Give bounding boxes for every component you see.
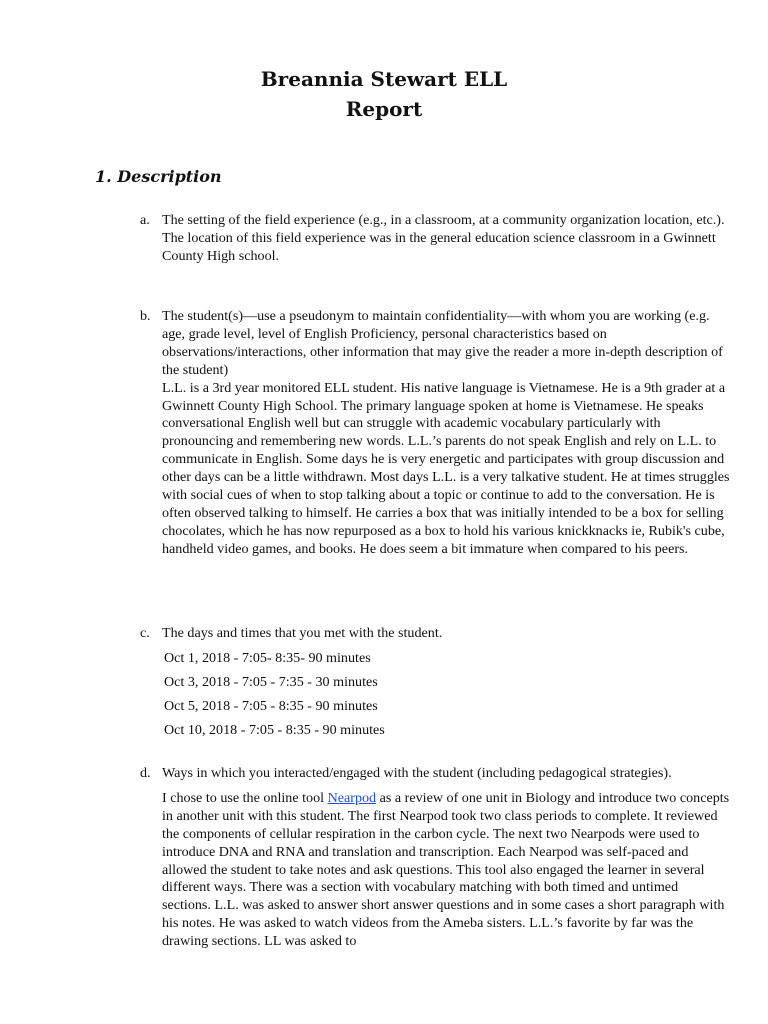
meeting-date: Oct 10, 2018 - 7:05 - 8:35 - 90 minutes [164,722,385,738]
list-marker: c. [140,625,150,641]
list-item-a [140,212,730,266]
item-d-answer [162,790,730,951]
list-marker: b. [140,308,151,324]
answer-text-rest: as a review of one unit in Biology and introduce two concepts in another unit with this student. The first Nearpod took two class periods to complete. It reviewed the components of cellular respiration in the carbon cycle. The next two Nearpods were used to introduce DNA and RNA and translation and transcription. Each Nearpod was self-paced and allowed the student to take notes and ask questions. This tool also engaged the learner in several different ways. There was a section with vocabulary matching with both timed and untimed sections. L.L. was asked to answer short answer questions and in some cases a short paragraph with his notes. He was asked to watch videos from the Ameba sisters. L.L.’s favorite by far was the drawing sections. LL was asked to [162,789,730,950]
title-line-1: Breannia Stewart ELL [260,67,508,91]
nearpod-link[interactable]: Nearpod [327,789,377,806]
item-a-prompt: The setting of the field experience (e.g., in a classroom, at a community organization location, etc.). [162,212,725,228]
answer-text-start: I chose to use the online tool [162,789,328,806]
item-b-prompt: The student(s)—use a pseudonym to maintain confidentiality—with whom you are working (e.g. age, grade level, level of English Proficiency, personal characteristics based on observations/interactions, other information that may give the reader a more in-depth description of the student) [162,308,723,378]
meeting-dates-list [164,646,385,742]
list-item-c [140,625,730,643]
meeting-date: Oct 5, 2018 - 7:05 - 8:35 - 90 minutes [164,698,378,714]
list-item-d [140,765,730,951]
meeting-date: Oct 1, 2018 - 7:05- 8:35- 90 minutes [164,650,371,666]
item-b-answer: L.L. is a 3rd year monitored ELL student. His native language is Vietnamese. He is a 9th grader at a Gwinnett County High School. The primary language spoken at home is Vietnamese. He speaks conversational English well but can struggle with academic vocabulary particularly with pronouncing and remembering new words. L.L.’s parents do not speak English and rely on L.L. to communicate in English. Some days he is very energetic and participates with group discussion and other days can be a little withdrawn. Most days L.L. is a very talkative student. He at times struggles with social cues of when to stop talking about a topic or continue to add to the conversation. He is often observed talking to himself. He carries a box that was initially intended to be a box for selling chocolates, which he has now repurposed as a box to hold his various knickknacks ie, Rubik's cube, handheld video games, and books. He does seem a bit immature when compared to his peers. [162,379,730,557]
document-title [0,64,768,124]
list-marker: a. [140,212,150,228]
section-heading: 1. Description [95,167,222,186]
title-line-2: Report [345,97,423,121]
item-a-answer: The location of this field experience was in the general education science classroom in a Gwinnett County High school. [162,229,716,264]
item-c-prompt: The days and times that you met with the student. [162,625,443,641]
list-marker: d. [140,765,151,781]
meeting-date: Oct 3, 2018 - 7:05 - 7:35 - 30 minutes [164,674,378,690]
list-item-b [140,308,730,559]
item-d-prompt: Ways in which you interacted/engaged with the student (including pedagogical strategies). [162,765,672,781]
